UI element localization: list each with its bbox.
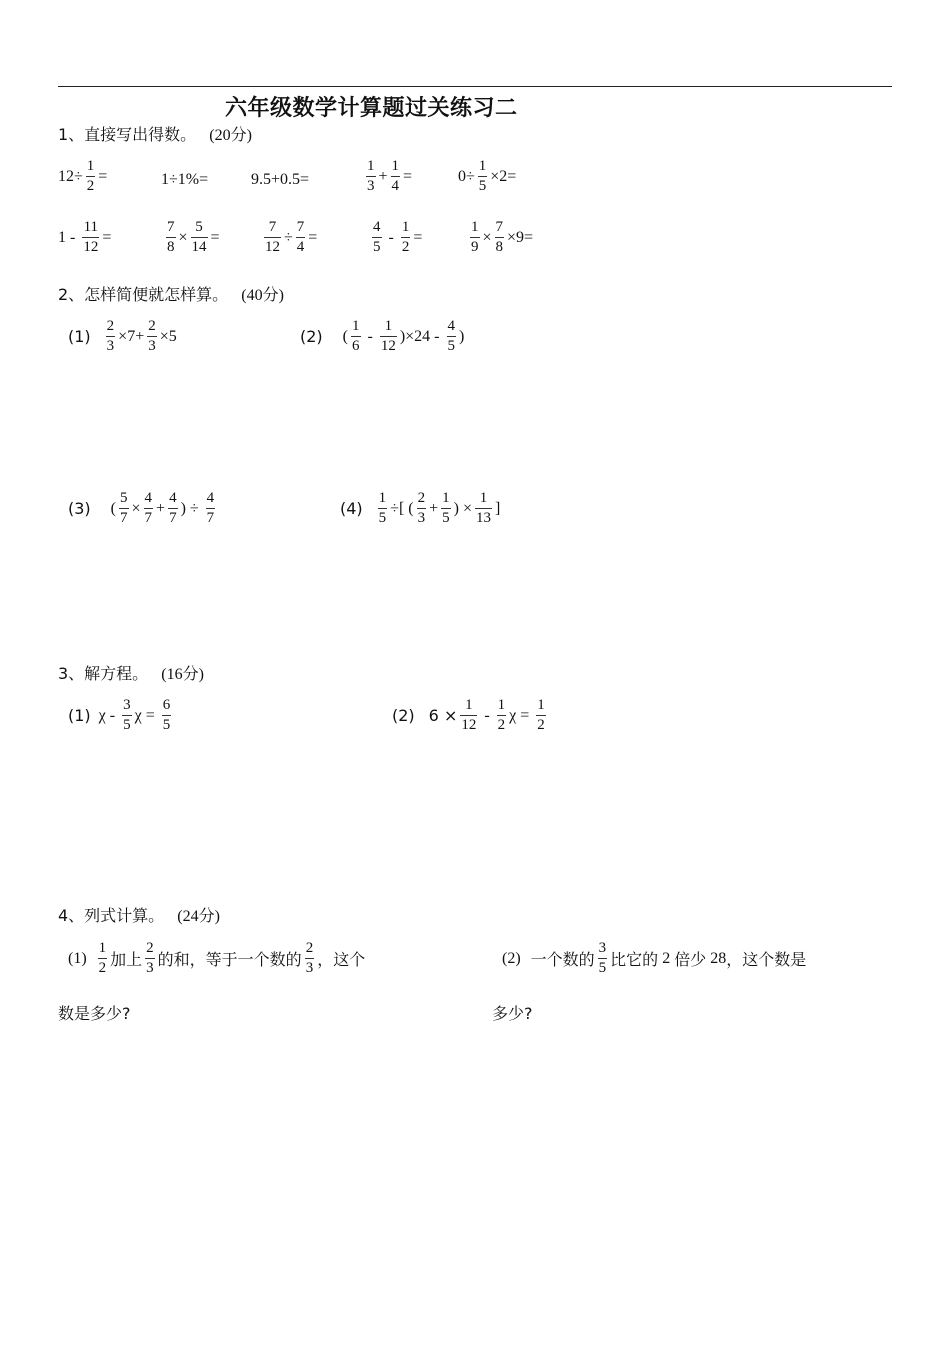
section-3-label: 3、解方程。 [58,664,149,683]
q1-item-a: 12÷ $\frac{1}{2}$ = [58,158,108,194]
fraction: $\frac{1}{2}$ [86,158,95,194]
section-4-score: (24分) [177,908,220,925]
section-4-label: 4、列式计算。 [58,906,165,925]
q2-problem-2: (2) ( $\frac{1}{6}$ - $\frac{1}{12}$ )×24 - $\frac{4}{5}$ ) [300,318,465,354]
q4-problem-1: (1) $\frac{1}{2}$ 加上 $\frac{2}{3}$ 的和，等于一个数的 $\frac{2}{3}$ ，这个 [68,940,366,976]
q4-problem-1-line-2: 数是多少? [58,1004,131,1023]
fraction: $\frac{2}{3}$ [146,940,154,976]
q1-item-f: 1 - $\frac{11}{12}$ = [58,219,112,255]
q1-item-d: $\frac{1}{3}$ + $\frac{1}{4}$ = [367,158,413,194]
section-2-score: (40分) [241,287,284,304]
fraction: $\frac{4}{5}$ [447,318,456,354]
fraction: $\frac{5}{14}$ [191,219,207,255]
fraction: $\frac{3}{5}$ [598,940,607,976]
fraction: $\frac{1}{12}$ [380,318,396,354]
q1-item-i: $\frac{4}{5}$ - $\frac{1}{2}$ = [373,219,423,255]
q1-item-h: $\frac{7}{12}$ ÷ $\frac{7}{4}$ = [265,219,318,255]
q3-problem-1: (1) χ - $\frac{3}{5}$ χ = $\frac{6}{5}$ [68,697,171,733]
top-rule [58,86,892,87]
q4-problem-2-line-2: 多少? [492,1004,533,1023]
q1-item-j: $\frac{1}{9}$ × $\frac{7}{8}$ ×9= [471,219,534,255]
fraction: $\frac{1}{2}$ [497,697,506,733]
fraction: $\frac{1}{12}$ [461,697,477,733]
section-3-heading [58,661,204,684]
fraction: $\frac{1}{5}$ [478,158,487,194]
q1-item-b: 1÷1%= [161,171,209,188]
fraction: $\frac{2}{3}$ [106,318,115,354]
fraction: $\frac{1}{13}$ [476,490,491,526]
section-3-score: (16分) [161,666,204,683]
fraction: $\frac{4}{7}$ [206,490,215,526]
fraction: $\frac{4}{5}$ [373,219,381,255]
fraction: $\frac{7}{8}$ [167,219,175,255]
fraction: $\frac{2}{3}$ [148,318,156,354]
q1-item-c: 9.5+0.5= [251,171,310,188]
q2-problem-4: (4) $\frac{1}{5}$ ÷[ ( $\frac{2}{3}$ + $\frac{1}{5}$ ) × $\frac{1}{13}$ ] [340,490,501,526]
q2-problem-1: (1) $\frac{2}{3}$ ×7+ $\frac{2}{3}$ ×5 [68,318,177,354]
fraction: $\frac{4}{7}$ [169,490,177,526]
fraction: $\frac{1}{2}$ [98,940,107,976]
section-1-label: 1、直接写出得数。 [58,125,197,144]
fraction: $\frac{7}{4}$ [296,219,305,255]
section-1-score: (20分) [209,127,252,144]
q2-problem-3: (3) ( $\frac{5}{7}$ × $\frac{4}{7}$ + $\frac{4}{7}$ ) ÷ $\frac{4}{7}$ [68,490,215,526]
fraction: $\frac{11}{12}$ [83,219,99,255]
section-1-heading [58,122,252,145]
fraction: $\frac{1}{2}$ [401,219,410,255]
fraction: $\frac{1}{3}$ [367,158,375,194]
fraction: $\frac{1}{4}$ [391,158,400,194]
fraction: $\frac{1}{2}$ [537,697,545,733]
fraction: $\frac{1}{9}$ [471,219,479,255]
q1-item-e: 0÷ $\frac{1}{5}$ ×2= [458,158,517,194]
fraction: $\frac{1}{5}$ [442,490,450,526]
fraction: $\frac{6}{5}$ [162,697,171,733]
page-title: 六年级数学计算题过关练习二 [225,96,518,121]
fraction: $\frac{7}{8}$ [495,219,504,255]
fraction: $\frac{2}{3}$ [305,940,314,976]
section-2-label: 2、怎样简便就怎样算。 [58,285,229,304]
fraction: $\frac{3}{5}$ [123,697,131,733]
q3-problem-2: (2) 6 × $\frac{1}{12}$ - $\frac{1}{2}$ χ = $\frac{1}{2}$ [392,697,545,733]
fraction: $\frac{1}{6}$ [352,318,360,354]
section-4-heading [58,903,220,926]
fraction: $\frac{1}{5}$ [378,490,387,526]
fraction: $\frac{4}{7}$ [144,490,153,526]
fraction: $\frac{2}{3}$ [417,490,426,526]
section-2-heading [58,282,284,305]
q1-item-g: $\frac{7}{8}$ × $\frac{5}{14}$ = [167,219,220,255]
fraction: $\frac{5}{7}$ [120,490,128,526]
q4-problem-2: (2) 一个数的 $\frac{3}{5}$ 比它的 2 倍少 28 ，这个数是 [502,940,807,976]
fraction: $\frac{7}{12}$ [265,219,280,255]
